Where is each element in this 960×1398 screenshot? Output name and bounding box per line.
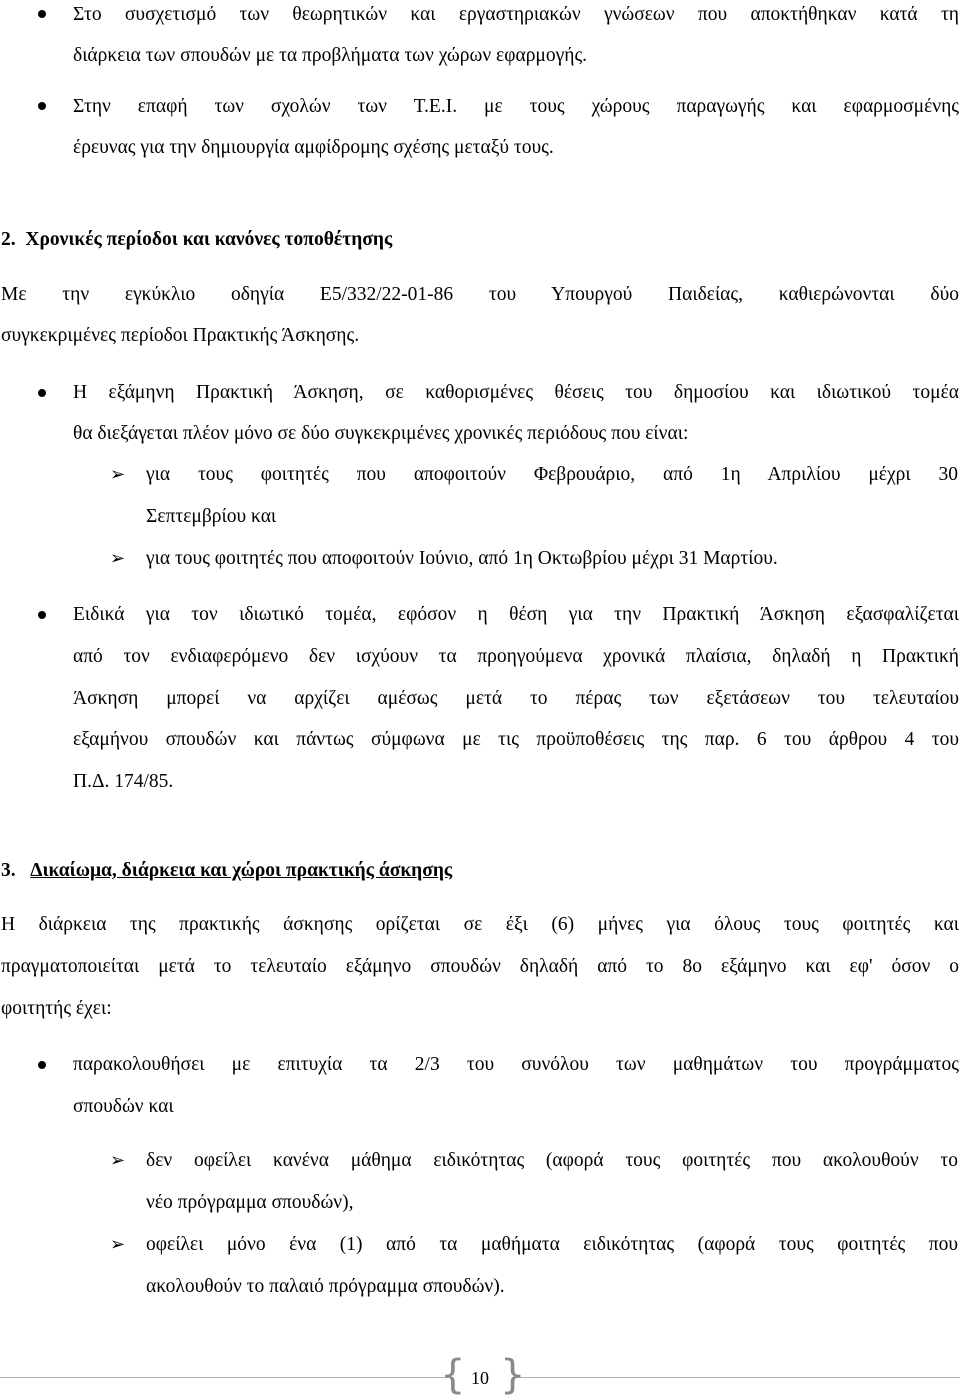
paragraph-line: Π.Δ. 174/85. (73, 771, 174, 792)
paragraph-line: Στην επαφή των σχολών των Τ.Ε.Ι. με τους χώρους παραγωγής και εφαρμοσμένης (73, 96, 959, 117)
section-title: Δικαίωμα, διάρκεια και χώροι πρακτικής άσκησης (30, 860, 453, 881)
arrow-bullet-icon: ➢ (110, 464, 126, 485)
paragraph-line: από τον ενδιαφερόμενο δεν ισχύουν τα προηγούμενα χρονικά πλαίσια, δηλαδή η Πρακτική (73, 646, 959, 667)
paragraph-line: οφείλει μόνο ένα (1) από τα μαθήματα ειδικότητας (αφορά τους φοιτητές που (146, 1234, 958, 1255)
paragraph-line: Άσκηση μπορεί να αρχίζει αμέσως μετά το πέρας των εξετάσεων του τελευταίου (73, 688, 959, 709)
paragraph-line: έρευνας για την δημιουργία αμφίδρομης σχέσης μεταξύ τους. (73, 137, 554, 158)
section-number: 3. (1, 860, 16, 881)
paragraph-line: για τους φοιτητές που αποφοιτούν Φεβρουάριο, από 1η Απριλίου μέχρι 30 (146, 464, 958, 485)
page-number: 10 (471, 1368, 489, 1388)
arrow-bullet-icon: ➢ (110, 1150, 126, 1171)
paragraph-line: δεν οφείλει κανένα μάθημα ειδικότητας (αφορά τους φοιτητές που ακολουθούν το (146, 1150, 958, 1171)
bullet-marker (38, 1061, 46, 1069)
paragraph-line: διάρκεια των σπουδών με τα προβλήματα των χώρων εφαρμογής. (73, 45, 588, 66)
right-brace-icon: } (500, 1352, 526, 1398)
paragraph-line: παρακολουθήσει με επιτυχία τα 2/3 του συνόλου των μαθημάτων του προγράμματος (73, 1054, 959, 1075)
paragraph-line: Στο συσχετισμό των θεωρητικών και εργαστηριακών γνώσεων που αποκτήθηκαν κατά τη (73, 4, 959, 25)
footer-rule-left (0, 1377, 448, 1378)
paragraph-line: φοιτητής έχει: (1, 998, 112, 1019)
paragraph-line: Με την εγκύκλιο οδηγία Ε5/332/22-01-86 του Υπουργού Παιδείας, καθιερώνονται δύο (1, 284, 959, 305)
paragraph-line: θα διεξάγεται πλέον μόνο σε δύο συγκεκριμένες χρονικές περιόδους που είναι: (73, 423, 689, 444)
paragraph-line: Η διάρκεια της πρακτικής άσκησης ορίζεται σε έξι (6) μήνες για όλους τους φοιτητές και (1, 914, 959, 935)
bullet-marker (38, 611, 46, 619)
paragraph-line: εξαμήνου σπουδών και πάντως σύμφωνα με τις προϋποθέσεις της παρ. 6 του άρθρου 4 του (73, 729, 959, 750)
section-heading (1, 230, 392, 250)
arrow-bullet-icon: ➢ (110, 548, 126, 569)
paragraph-line: νέο πρόγραμμα σπουδών), (146, 1192, 354, 1213)
section-title: Χρονικές περίοδοι και κανόνες τοποθέτησης (25, 229, 393, 250)
section-heading (1, 861, 452, 881)
paragraph-line: συγκεκριμένες περίοδοι Πρακτικής Άσκησης. (1, 325, 360, 346)
bullet-marker (38, 10, 46, 18)
paragraph-line: ακολουθούν το παλαιό πρόγραμμα σπουδών). (146, 1276, 505, 1297)
paragraph-line: Σεπτεμβρίου και (146, 506, 277, 527)
paragraph-line: για τους φοιτητές που αποφοιτούν Ιούνιο, από 1η Οκτωβρίου μέχρι 31 Μαρτίου. (146, 548, 778, 569)
arrow-bullet-icon: ➢ (110, 1234, 126, 1255)
paragraph-line: Η εξάμηνη Πρακτική Άσκηση, σε καθορισμένες θέσεις του δημοσίου και ιδιωτικού τομέα (73, 382, 959, 403)
bullet-marker (38, 102, 46, 110)
left-brace-icon: { (440, 1352, 466, 1398)
bullet-marker (38, 389, 46, 397)
paragraph-line: πραγματοποιείται μετά το τελευταίο εξάμηνο σπουδών δηλαδή από το 8ο εξάμηνο και εφ' όσον ο (1, 956, 959, 977)
paragraph-line: σπουδών και (73, 1096, 174, 1117)
paragraph-line: Ειδικά για τον ιδιωτικό τομέα, εφόσον η θέση για την Πρακτική Άσκηση εξασφαλίζεται (73, 604, 959, 625)
footer-rule-right (512, 1377, 960, 1378)
section-number: 2. (1, 229, 16, 250)
